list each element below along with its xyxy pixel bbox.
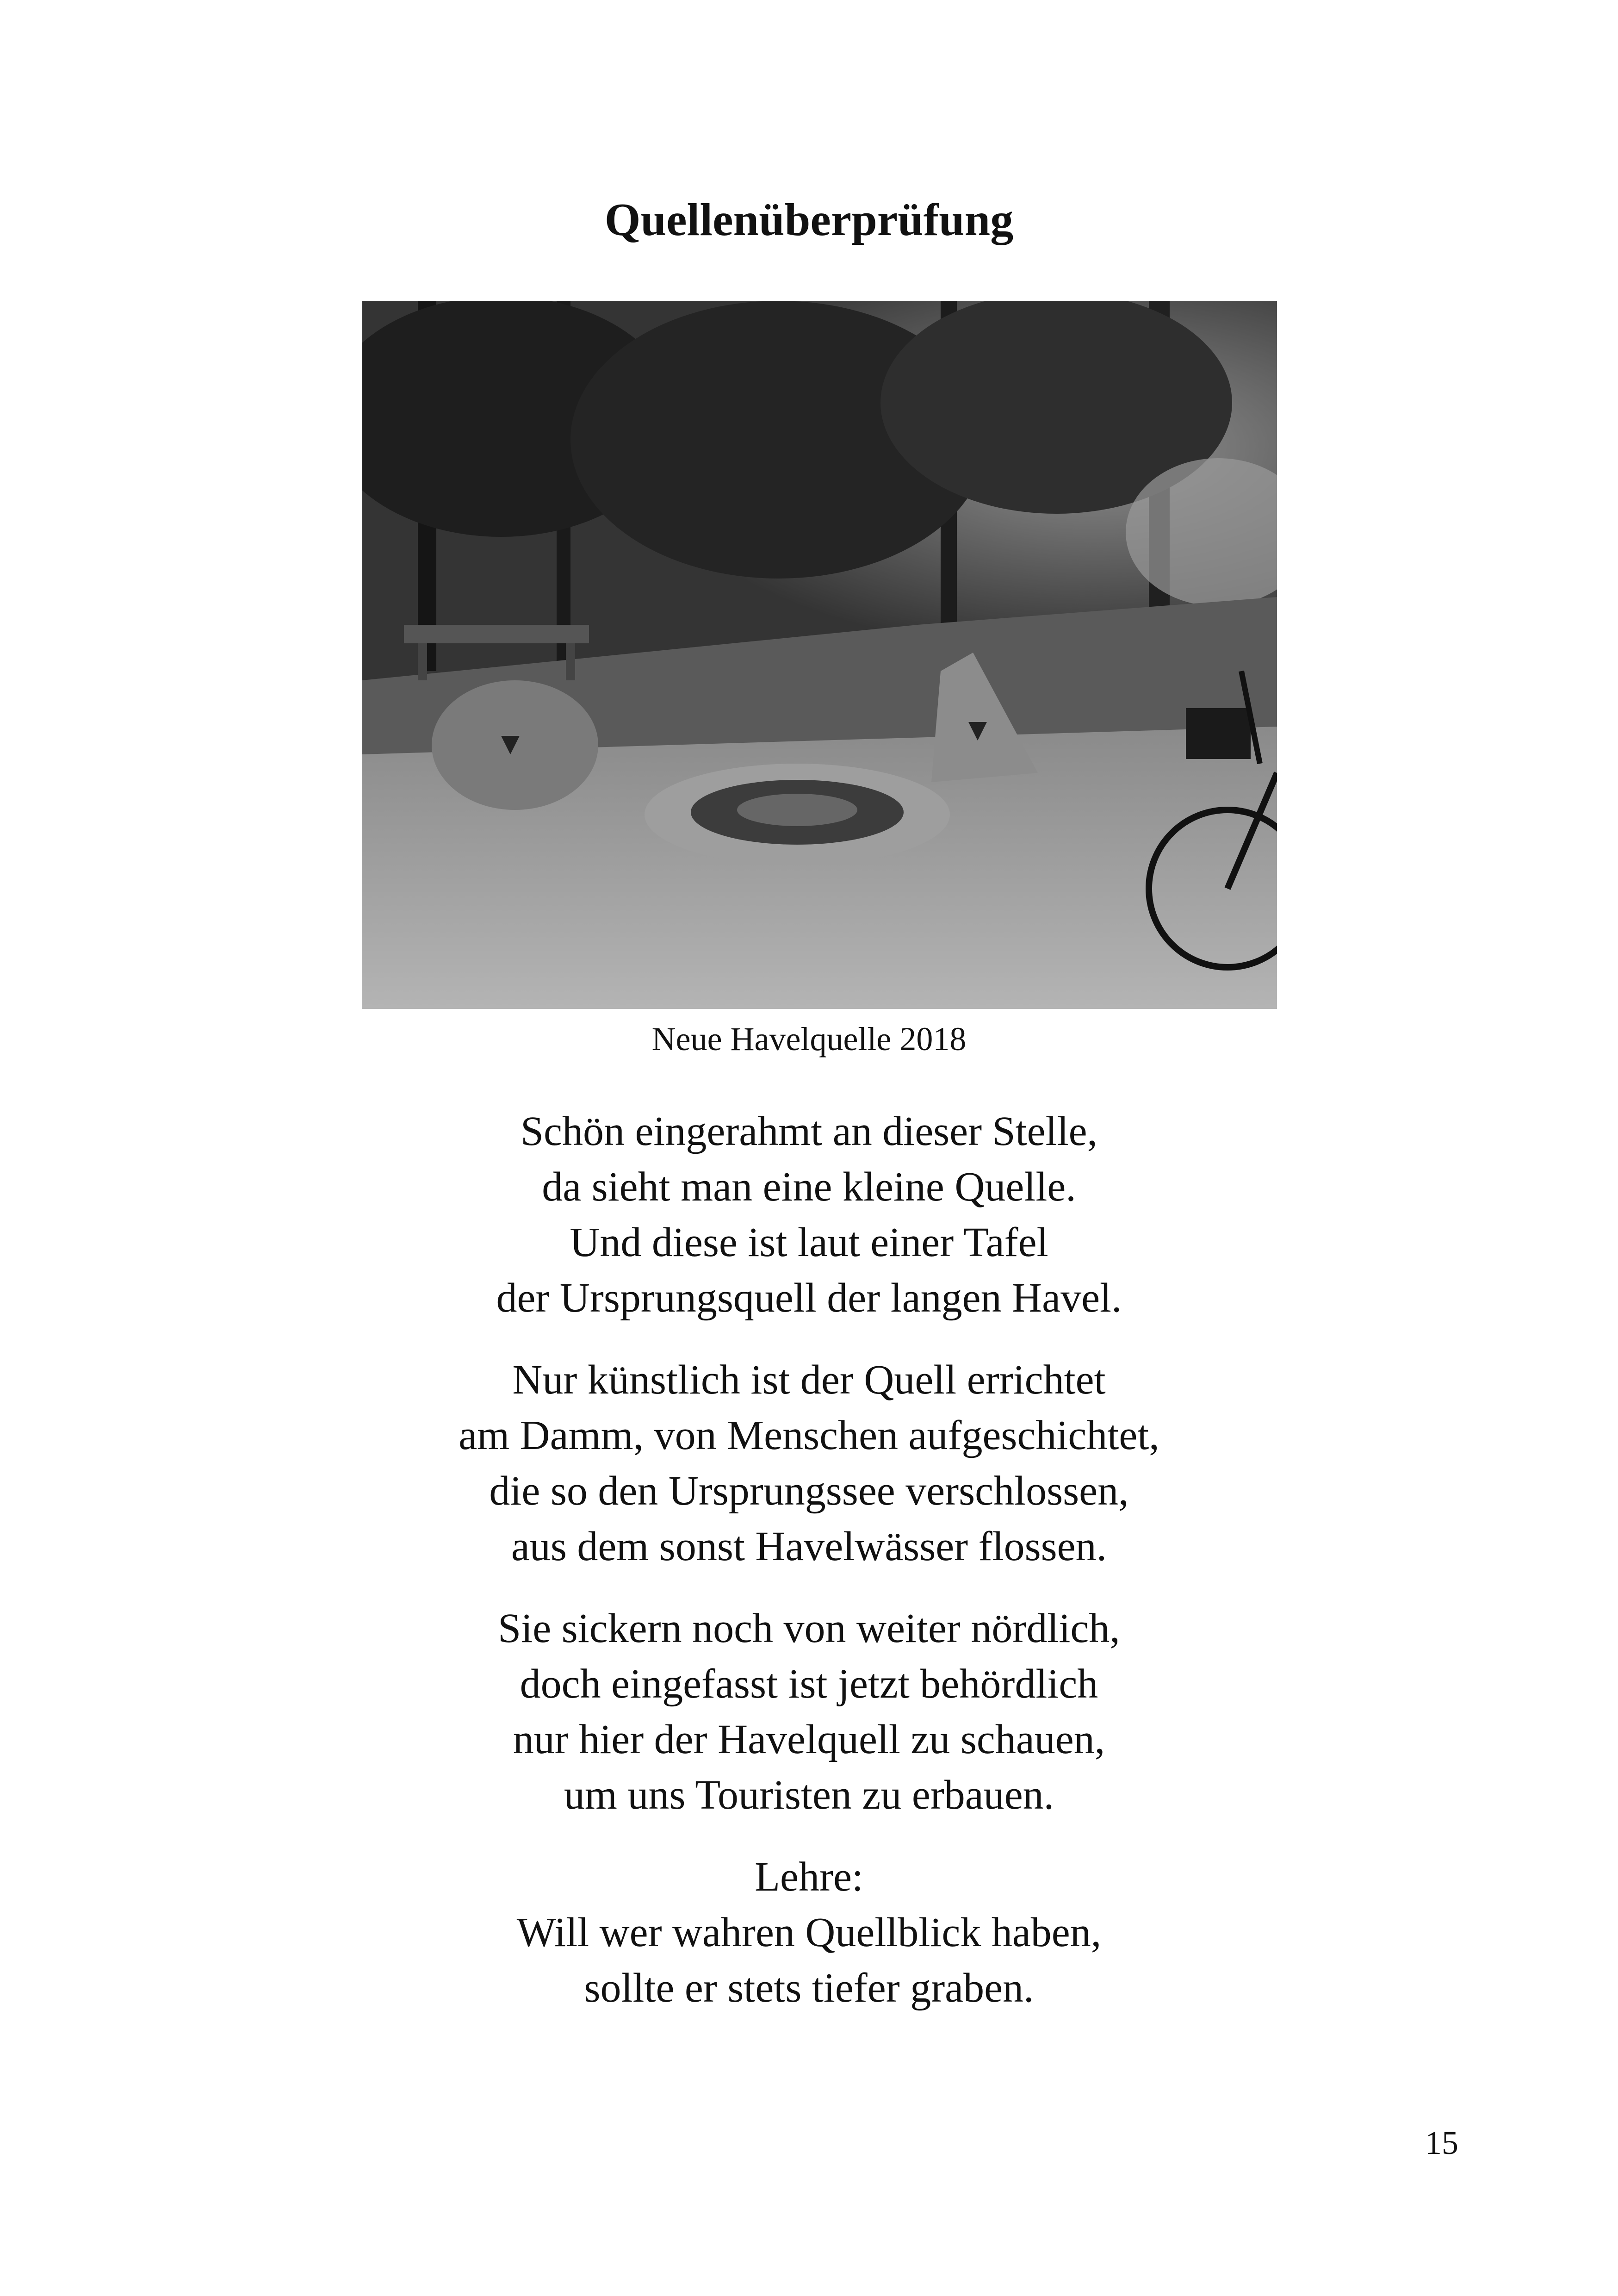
poem-line: da sieht man eine kleine Quelle.: [542, 1164, 1076, 1210]
photo-caption: Neue Havelquelle 2018: [651, 1020, 967, 1058]
poem-line: aus dem sonst Havelwässer flossen.: [511, 1524, 1107, 1569]
page-number: 15: [1425, 2124, 1458, 2161]
poem-line: sollte er stets tiefer graben.: [584, 1965, 1034, 2011]
poem-line: um uns Touristen zu erbauen.: [564, 1772, 1054, 1818]
poem-line: Schön eingerahmt an dieser Stelle,: [520, 1108, 1098, 1154]
poem-line: am Damm, von Menschen aufgeschichtet,: [459, 1412, 1159, 1458]
poem-line: Sie sickern noch von weiter nördlich,: [498, 1605, 1120, 1651]
stanza-2: [0, 1352, 1618, 1574]
stanza-moral: [0, 1849, 1618, 2016]
poem-line: Und diese ist laut einer Tafel: [570, 1220, 1048, 1265]
havel-spring-photo: [362, 301, 1277, 1009]
photo-illustration: [362, 301, 1277, 1009]
stanza-1: [0, 1104, 1618, 1326]
poem-line: Will wer wahren Quellblick haben,: [516, 1910, 1102, 1955]
poem-line: Lehre:: [755, 1854, 863, 1900]
poem-line: die so den Ursprungssee verschlossen,: [489, 1468, 1129, 1514]
poem-line: nur hier der Havelquell zu schauen,: [513, 1717, 1105, 1762]
stanza-3: [0, 1601, 1618, 1823]
page-title: Quellenüberprüfung: [604, 194, 1014, 245]
poem-line: der Ursprungsquell der langen Havel.: [496, 1275, 1122, 1321]
poem-line: doch eingefasst ist jetzt behördlich: [520, 1661, 1098, 1707]
poem: [0, 1104, 1618, 2042]
poem-line: Nur künstlich ist der Quell errichtet: [512, 1357, 1106, 1403]
